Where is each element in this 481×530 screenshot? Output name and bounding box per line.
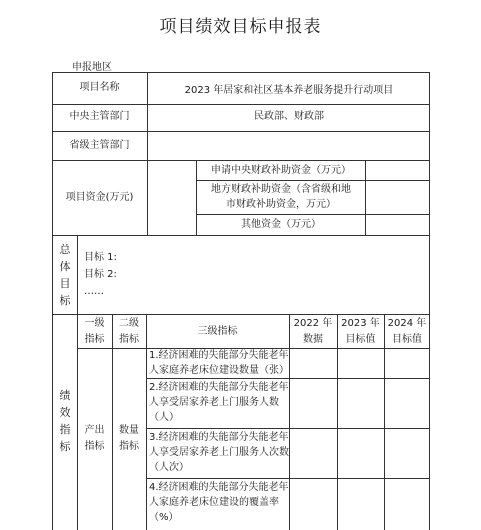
header-level2-line2: 指标 xyxy=(119,334,139,345)
funds-central-label: 申请中央财政补助资金（万元） xyxy=(211,165,351,176)
indicator-4-line3: （%） xyxy=(149,512,179,523)
header-level3: 三级指标 xyxy=(197,326,238,337)
header-level1-line2: 指标 xyxy=(84,334,105,345)
indicator-4-line1: 4.经济困难的失能部分失能老年 xyxy=(149,482,289,493)
project-name-label: 项目名称 xyxy=(79,82,120,93)
goal-1[interactable]: 目标 1: xyxy=(84,252,117,263)
header-2023-line1: 2023 年 xyxy=(341,318,380,329)
funds-label: 项目资金(万元) xyxy=(65,192,134,203)
header-2023-line2: 目标值 xyxy=(345,334,376,345)
header-2022-line2: 数据 xyxy=(303,334,323,345)
level2-quantity-line1: 数量 xyxy=(119,425,139,436)
header-2024-line1: 2024 年 xyxy=(387,318,427,329)
indicator-4-line2: 人家庭养老床位建设的覆盖率 xyxy=(149,497,279,508)
funds-local-label-line1: 地方财政补助资金（含省级和地 xyxy=(211,184,351,195)
indicator-2-line3: （人） xyxy=(149,412,179,423)
goal-2[interactable]: 目标 2: xyxy=(84,269,117,280)
header-2022-line1: 2022 年 xyxy=(293,318,333,329)
goal-more: …… xyxy=(84,286,104,297)
level2-quantity-line2: 指标 xyxy=(119,441,139,452)
level1-output-line2: 指标 xyxy=(84,441,105,452)
indicator-1-line2: 人家庭养老床位建设数量（张） xyxy=(149,364,289,376)
region-label: 申报地区 xyxy=(72,62,112,73)
central-dept-label: 中央主管部门 xyxy=(69,111,130,122)
central-dept-value[interactable]: 民政部、财政部 xyxy=(254,111,324,122)
header-2024-line2: 目标值 xyxy=(392,334,422,345)
document-title: 项目绩效目标申报表 xyxy=(159,17,322,37)
level1-output-line1: 产出 xyxy=(84,425,105,436)
indicator-1-line1: 1.经济困难的失能部分失能老年 xyxy=(149,350,289,361)
indicator-3-line3: （人次） xyxy=(149,462,189,473)
funds-other-label: 其他资金（万元） xyxy=(241,219,321,230)
header-level2-line1: 二级 xyxy=(119,318,139,329)
province-dept-label: 省级主管部门 xyxy=(69,140,130,151)
indicator-3-line2: 人享受居家养老上门服务人次数 xyxy=(149,447,289,458)
indicator-3-line1: 3.经济困难的失能部分失能老年 xyxy=(149,432,289,443)
indicator-2-line1: 2.经济困难的失能部分失能老年 xyxy=(149,382,289,393)
header-level1-line1: 一级 xyxy=(84,318,105,329)
overall-goal-label: 总体目标 xyxy=(59,243,71,307)
indicator-2-line2: 人享受居家养老上门服务人数 xyxy=(149,397,279,408)
performance-indicators-label: 绩效指标 xyxy=(59,389,71,453)
funds-local-label-line2: 市财政补助资金，万元） xyxy=(226,199,336,210)
project-name-value[interactable]: 2023 年居家和社区基本养老服务提升行动项目 xyxy=(184,85,394,96)
